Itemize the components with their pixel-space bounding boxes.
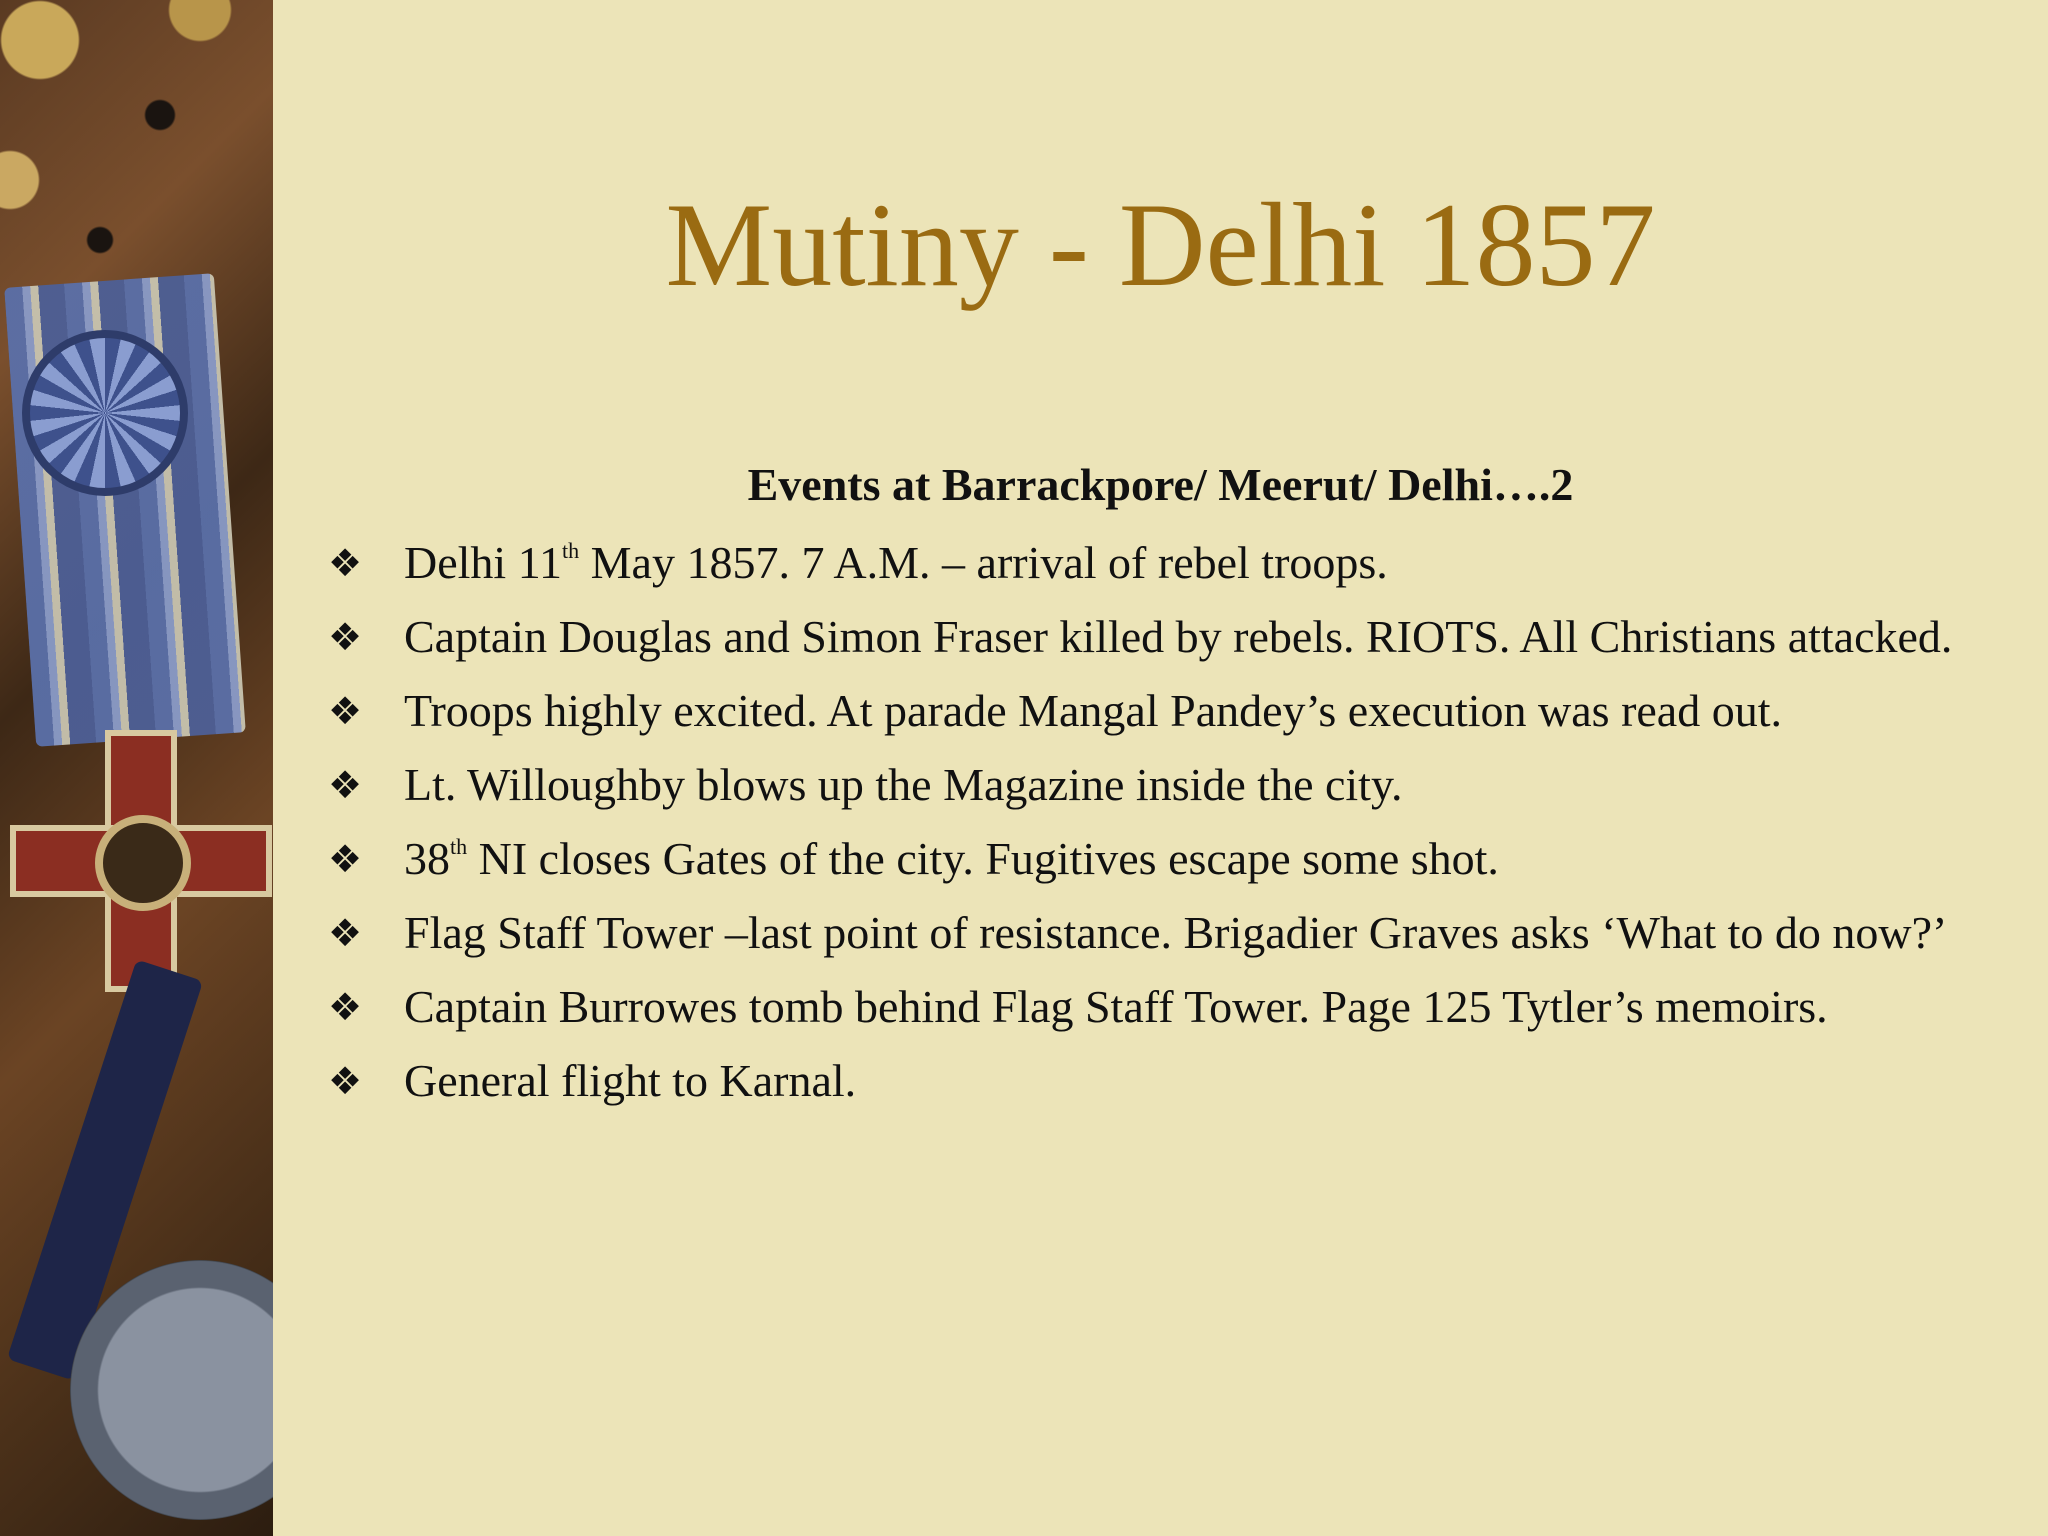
four-diamond-bullet-icon: ❖ xyxy=(328,541,363,585)
four-diamond-bullet-icon: ❖ xyxy=(328,689,363,733)
bullet-text: General flight to Karnal. xyxy=(404,1055,857,1106)
four-diamond-bullet-icon: ❖ xyxy=(328,763,363,807)
bullet-item xyxy=(328,903,2008,963)
bullet-text: Captain Douglas and Simon Fraser killed by rebels. RIOTS. All Christians attacked. xyxy=(404,611,1953,662)
bullet-text-pre: 38 xyxy=(404,833,450,884)
medal-collage-image xyxy=(0,0,273,1536)
bullet-text: Lt. Willoughby blows up the Magazine inside the city. xyxy=(404,759,1403,810)
bullet-list xyxy=(328,533,2008,1125)
bullet-superscript: th xyxy=(562,538,580,563)
four-diamond-bullet-icon: ❖ xyxy=(328,985,363,1029)
compass-graphic xyxy=(70,1260,273,1520)
four-diamond-bullet-icon: ❖ xyxy=(328,1059,363,1103)
medal-cross-graphic xyxy=(0,720,270,990)
bullet-superscript: th xyxy=(450,834,468,859)
bullet-item xyxy=(328,607,2008,667)
bullet-text-pre: Delhi 11 xyxy=(404,537,562,588)
bullet-item xyxy=(328,755,2008,815)
bullet-text: Troops highly excited. At parade Mangal Pandey’s execution was read out. xyxy=(404,685,1783,736)
bullet-item xyxy=(328,1051,2008,1111)
rosette-graphic xyxy=(22,330,188,496)
cross-center xyxy=(95,815,191,911)
four-diamond-bullet-icon: ❖ xyxy=(328,615,363,659)
slide-subtitle: Events at Barrackpore/ Meerut/ Delhi….2 xyxy=(747,459,1574,510)
bullet-text: Flag Staff Tower –last point of resistance. Brigadier Graves asks ‘What to do now?’ xyxy=(404,907,1948,958)
four-diamond-bullet-icon: ❖ xyxy=(328,837,363,881)
four-diamond-bullet-icon: ❖ xyxy=(328,911,363,955)
bullet-item xyxy=(328,533,2008,593)
bullet-text-post: NI closes Gates of the city. Fugitives escape some shot. xyxy=(467,833,1499,884)
bullet-item xyxy=(328,977,2008,1037)
bullet-text: Captain Burrowes tomb behind Flag Staff Tower. Page 125 Tytler’s memoirs. xyxy=(404,981,1828,1032)
bullet-item xyxy=(328,829,2008,889)
bullet-item xyxy=(328,681,2008,741)
bullet-text-post: May 1857. 7 A.M. – arrival of rebel troops. xyxy=(579,537,1388,588)
slide-title: Mutiny - Delhi 1857 xyxy=(665,178,1656,311)
